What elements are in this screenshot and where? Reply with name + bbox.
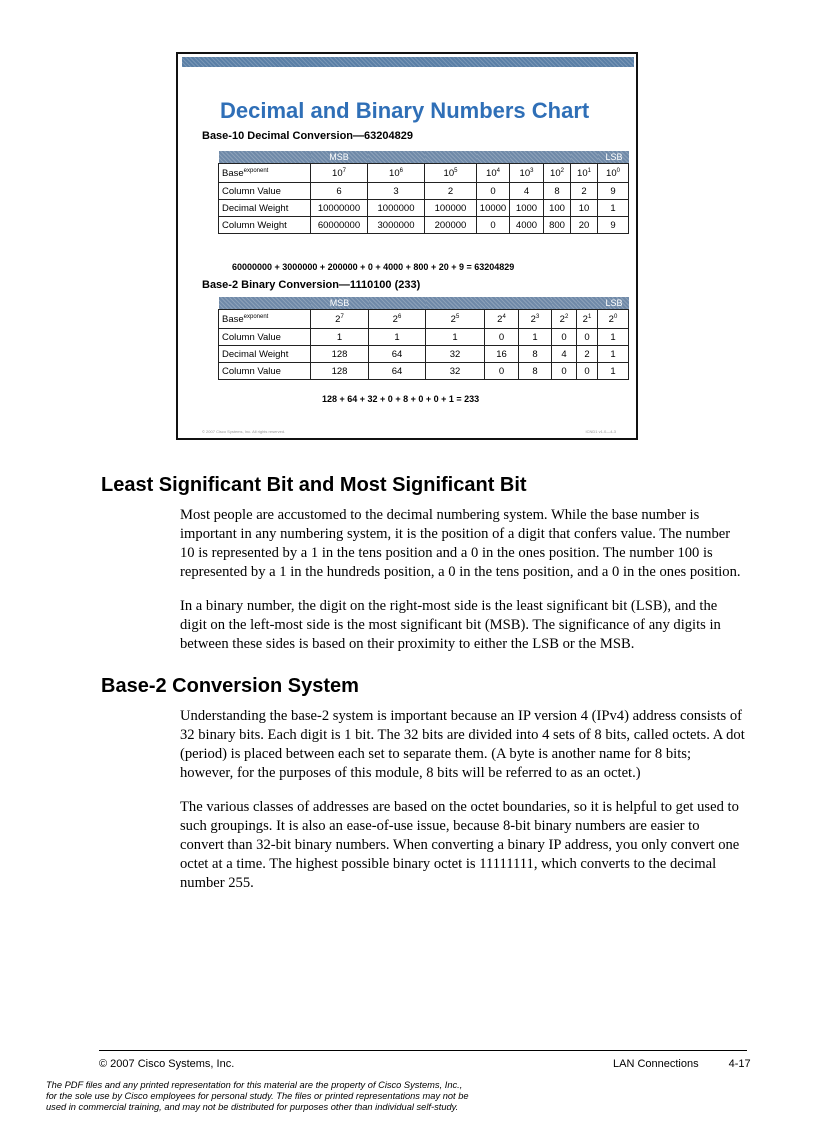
paragraph: In a binary number, the digit on the right-most side is the least significant bit (LSB), and the digit on the left-most side is the most significant bit (MSB). The significance of any digits in between these sides is based on their proximity to either the LSB or the MSB. [180,598,721,652]
table-cell: 0 [477,183,510,200]
table-cell: 8 [519,363,552,380]
table-cell: 20 [571,217,598,234]
table-row [219,310,629,329]
disclaimer-line: for the sole use by Cisco employees for personal study. The files or printed representations may not be [46,1091,469,1101]
table-cell: 128 [311,363,369,380]
footer-page-info [613,1058,751,1070]
row-label: Column Value [219,363,311,380]
lsb-label: LSB [598,151,629,164]
legal-disclaimer [46,1080,646,1113]
table-cell: 2 [425,183,477,200]
msb-label: MSB [311,151,368,164]
table-row [219,363,629,380]
power-cell: $2^7$ [311,310,369,329]
table-cell: 100000 [425,200,477,217]
power-cell: $10^7$ [311,164,368,183]
table-cell: 8 [519,346,552,363]
power-cell: $10^0$ [598,164,629,183]
power-cell: $2^0$ [598,310,629,329]
binary-conversion-heading: Base-2 Binary Conversion—1110100 (233) [202,279,421,291]
section-heading-base2: Base-2 Conversion System [101,675,359,697]
table-cell: 1000 [510,200,544,217]
table-cell: 4000 [510,217,544,234]
table-cell: 0 [577,363,598,380]
table-cell: 128 [311,346,369,363]
table-row [219,164,629,183]
slide-copyright: © 2007 Cisco Systems, Inc. All rights reserved. [202,429,286,434]
table-header-row [219,151,629,164]
disclaimer-line: The PDF files and any printed representation for this material are the property of Cisco Systems, Inc., [46,1080,463,1090]
paragraph: The various classes of addresses are based on the octet boundaries, so it is helpful to get used to such groupings. It is also an ease-of-use issue, because 8-bit binary numbers are easier to convert than 32-bit binary numbers. When converting a binary IP address, you only convert one octet at a time. The highest possible binary octet is 11111111, which converts to the decimal number 255. [180,799,740,891]
power-cell: $10^5$ [425,164,477,183]
power-cell: $10^2$ [544,164,571,183]
table-row [219,346,629,363]
table-row [219,200,629,217]
table-header-row [219,297,629,310]
power-cell: $10^3$ [510,164,544,183]
table-cell: 2 [571,183,598,200]
power-cell: $10^1$ [571,164,598,183]
decimal-conversion-table [218,151,629,234]
power-cell: $2^3$ [519,310,552,329]
table-cell: 9 [598,217,629,234]
disclaimer-line: used in commercial training, and may not be distributed for purposes other than individual self-study. [46,1102,459,1112]
decimal-conversion-heading: Base-10 Decimal Conversion—63204829 [202,130,413,142]
power-cell: $10^6$ [368,164,425,183]
table-cell: 0 [552,363,577,380]
table-cell: 8 [544,183,571,200]
lsb-label: LSB [598,297,629,310]
table-cell: 32 [426,346,485,363]
page-number: 4-17 [728,1058,751,1070]
table-cell: 200000 [425,217,477,234]
binary-conversion-table [218,297,629,380]
row-label: Column Weight [219,217,311,234]
table-cell: 6 [311,183,368,200]
table-cell: 1 [426,329,485,346]
footer-divider [99,1050,747,1051]
msb-label: MSB [311,297,369,310]
table-cell: 9 [598,183,629,200]
table-cell: 0 [577,329,598,346]
footer-section-name: LAN Connections [613,1058,699,1070]
table-cell: 16 [485,346,519,363]
row-label: Base$^{exponent}$ [219,164,311,183]
table-cell: 64 [369,363,426,380]
table-cell: 4 [552,346,577,363]
table-cell: 10000000 [311,200,368,217]
paragraph: Understanding the base-2 system is important because an IP version 4 (IPv4) address consists of 32 binary bits. Each digit is 1 bit. The 32 bits are divided into 4 sets of 8 bits, called octets. A dot (period) is placed between each set to separate them. (A byte is another name for 8 bits; however, for the purposes of this module, 8 bits will be referred to as an octet.) [180,708,745,781]
power-cell: $2^2$ [552,310,577,329]
binary-sum-equation: 128 + 64 + 32 + 0 + 8 + 0 + 0 + 1 = 233 [322,394,480,404]
table-cell: 0 [477,217,510,234]
row-label: Decimal Weight [219,200,311,217]
table-cell: 64 [369,346,426,363]
table-cell: 1000000 [368,200,425,217]
table-cell: 0 [552,329,577,346]
table-cell: 1 [311,329,369,346]
table-cell: 3000000 [368,217,425,234]
table-cell: 0 [485,363,519,380]
slide-course-code: ICND1 v1.0—4-3 [585,429,616,434]
table-cell: 10000 [477,200,510,217]
table-cell: 1 [598,200,629,217]
table-cell: 60000000 [311,217,368,234]
table-cell: 2 [577,346,598,363]
row-label: Decimal Weight [219,346,311,363]
row-label: Column Value [219,183,311,200]
paragraph: Most people are accustomed to the decimal numbering system. While the base number is important in any numbering system, it is the position of a digit that confers value. The number 10 is represented by a 1 in the tens position and a 0 in the ones position. The number 100 is represented by a 1 in the hundreds position, a 0 in the tens position, and a 0 in the ones position. [180,507,741,580]
slide-header-bar [182,57,634,67]
power-cell: $2^5$ [426,310,485,329]
footer-copyright: © 2007 Cisco Systems, Inc. [99,1058,235,1070]
table-cell: 0 [485,329,519,346]
table-cell: 1 [519,329,552,346]
table-cell: 1 [598,329,629,346]
decimal-sum-equation: 60000000 + 3000000 + 200000 + 0 + 4000 + 800 + 20 + 9 = 63204829 [232,262,515,272]
table-cell: 100 [544,200,571,217]
row-label: Base$^{exponent}$ [219,310,311,329]
row-label: Column Value [219,329,311,346]
power-cell: $10^4$ [477,164,510,183]
table-cell: 4 [510,183,544,200]
section-heading-lsb-msb: Least Significant Bit and Most Significant Bit [101,474,527,496]
table-cell: 1 [598,363,629,380]
table-cell: 32 [426,363,485,380]
table-cell: 1 [369,329,426,346]
table-cell: 1 [598,346,629,363]
power-cell: $2^1$ [577,310,598,329]
power-cell: $2^4$ [485,310,519,329]
slide-title: Decimal and Binary Numbers Chart [220,98,590,123]
slide-figure [176,52,638,440]
table-cell: 10 [571,200,598,217]
table-row [219,217,629,234]
table-cell: 3 [368,183,425,200]
table-row [219,329,629,346]
table-row [219,183,629,200]
table-cell: 800 [544,217,571,234]
power-cell: $2^6$ [369,310,426,329]
